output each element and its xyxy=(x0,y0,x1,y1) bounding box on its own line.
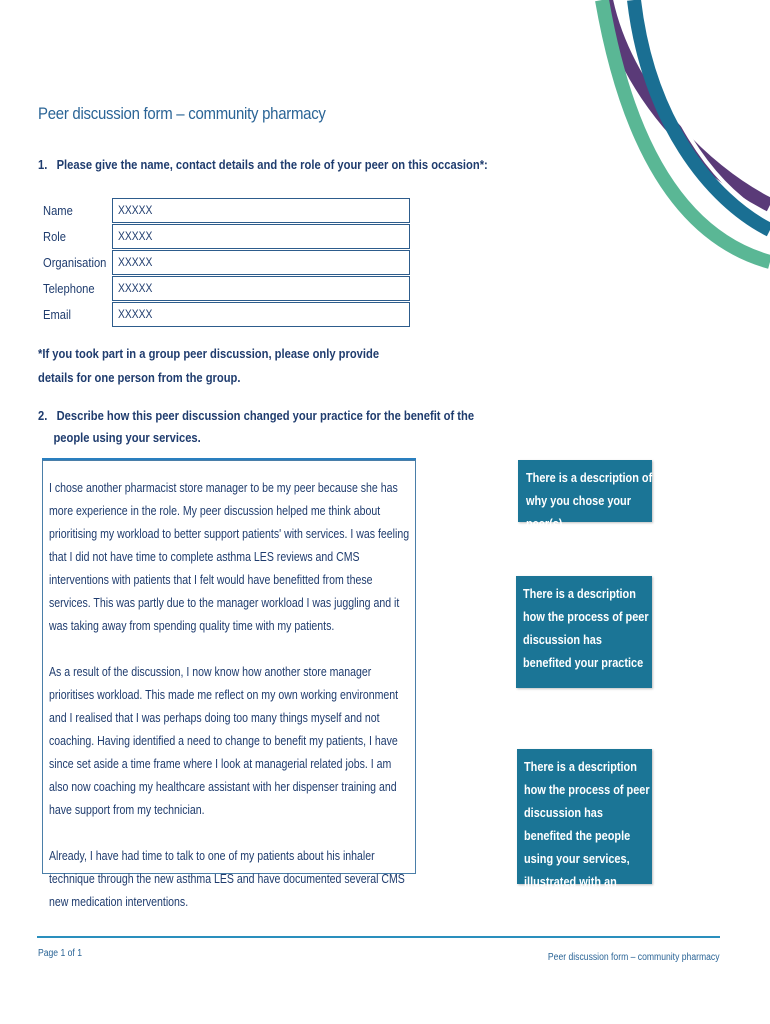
page-number: Page 1 of 1 xyxy=(38,948,82,959)
question-2-text-line1: Describe how this peer discussion changed your practice for the benefit of the xyxy=(56,408,475,423)
telephone-value: XXXXX xyxy=(118,281,153,295)
callout-practice-benefit xyxy=(516,576,652,688)
question-2-text-line2: people using your services. xyxy=(53,430,201,445)
purple-arc xyxy=(606,0,770,205)
blue-arc xyxy=(634,0,770,230)
answer-text-box[interactable] xyxy=(42,460,416,909)
role-field[interactable] xyxy=(112,224,410,249)
callout-practice-benefit-text: There is a description how the process of peer discussion has benefited your practice xyxy=(523,586,649,670)
group-note: *If you took part in a group peer discussion, please only provide details for one person from the group. xyxy=(38,346,380,385)
page-title: Peer discussion form – community pharmacy xyxy=(38,104,326,123)
callout-patient-benefit xyxy=(517,749,652,912)
answer-paragraph-3: Already, I have had time to talk to one of my patients about his inhaler technique through the new asthma LES and have documented several CMS new medication interventions. xyxy=(49,849,405,909)
footer-title: Peer discussion form – community pharmacy xyxy=(548,952,720,963)
name-field[interactable] xyxy=(112,198,410,223)
email-value: XXXXX xyxy=(118,307,153,321)
organisation-value: XXXXX xyxy=(118,255,153,269)
detail-label-role: Role xyxy=(43,229,67,244)
callout-patient-benefit-text: There is a description how the process of peer discussion has benefited the people using your services, illustrated with an example xyxy=(524,759,650,912)
question-2-number: 2. xyxy=(38,408,48,423)
answer-paragraph-1: I chose another pharmacist store manager to be my peer because she has more experience in the role. My peer discussion helped me think about prioritising my workload to better support patients' with services. I was feeling that I did not have time to complete asthma LES reviews and CMS interventions with patients that I felt would have benefitted from these services. This was partly due to the manager workload I was juggling and it was taking away from spending quality time with my patients. xyxy=(49,481,410,633)
answer-paragraph-2: As a result of the discussion, I now know how another store manager prioritises workload. This made me reflect on my own working environment and I realised that I was perhaps doing too many things myself and not coaching. Having identified a need to change to benefit my patients, I have since set aside a time frame where I look at managerial related jobs. I am also now coaching my healthcare assistant with her dispenser training and have support from my technician. xyxy=(49,665,399,817)
detail-label-organisation: Organisation xyxy=(43,255,107,270)
arc-gap xyxy=(640,0,770,218)
question-1-text: Please give the name, contact details and the role of your peer on this occasion*: xyxy=(56,157,488,172)
question-1-number: 1. xyxy=(38,157,48,172)
telephone-field[interactable] xyxy=(112,276,410,301)
teal-arc xyxy=(602,0,770,262)
detail-label-email: Email xyxy=(43,307,71,322)
callout-why-peer xyxy=(518,460,653,531)
detail-label-telephone: Telephone xyxy=(43,281,95,296)
question-2 xyxy=(38,408,474,445)
footer-divider xyxy=(37,936,720,938)
organisation-field[interactable] xyxy=(112,250,410,275)
name-value: XXXXX xyxy=(118,203,153,217)
question-1 xyxy=(38,157,488,172)
detail-label-name: Name xyxy=(43,203,73,218)
callout-why-peer-text: There is a description of why you chose your peer(s) xyxy=(526,470,653,531)
role-value: XXXXX xyxy=(118,229,153,243)
email-field[interactable] xyxy=(112,302,410,327)
